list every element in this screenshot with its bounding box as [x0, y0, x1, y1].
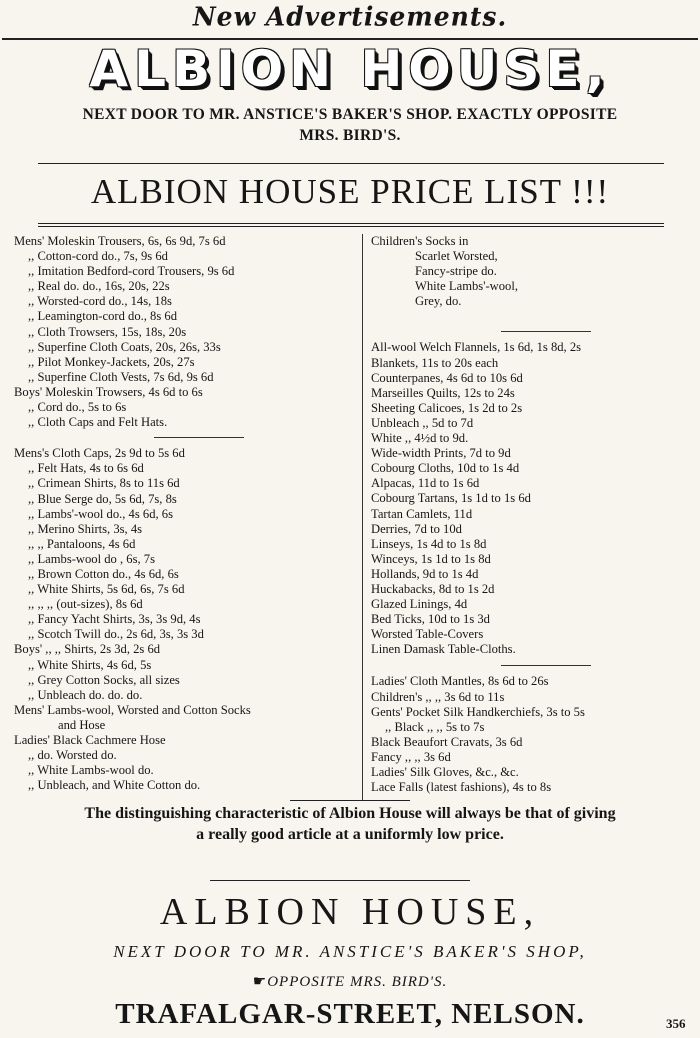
price-list-item: Children's Socks in [371, 234, 469, 248]
left-section-trousers [14, 234, 354, 430]
price-list-item: ,, Black ,, ,, 5s to 7s [385, 719, 485, 734]
price-list-item: ,, White Lambs-wool do. [28, 763, 154, 778]
price-list-item: ,, do. Worsted do. [28, 748, 117, 763]
price-list-item: Grey, do. [415, 294, 462, 309]
albion-house-banner: ALBION HOUSE, [89, 40, 611, 98]
price-list-item: ,, Cotton-cord do., 7s, 9s 6d [28, 249, 168, 264]
price-list-item: Hollands, 9d to 1s 4d [371, 566, 479, 581]
price-list-item: ,, Real do. do., 16s, 20s, 22s [28, 279, 170, 294]
price-list-item: and Hose [58, 717, 106, 732]
price-list-item: Worsted Table-Covers [371, 627, 484, 642]
masthead: New Advertisements. [192, 1, 508, 32]
price-list-item: ,, Merino Shirts, 3s, 4s [28, 521, 143, 536]
price-list-item: Boys' ,, ,, Shirts, 2s 3d, 2s 6d [14, 642, 161, 657]
price-list-item: ,, White Shirts, 4s 6d, 5s [28, 657, 152, 672]
price-list-item: ,, Blue Serge do, 5s 6d, 7s, 8s [28, 491, 177, 506]
right-section-socks [371, 234, 691, 309]
price-list-item: Wide-width Prints, 7d to 9d [371, 446, 511, 461]
address-line-2: MRS. BIRD'S. [299, 127, 401, 144]
tagline-line-1: The distinguishing characteristic of Albion House will always be that of giving [84, 805, 616, 822]
price-list-item: ,, Pilot Monkey-Jackets, 20s, 27s [28, 354, 195, 369]
price-list-item: ,, Cord do., 5s to 6s [28, 400, 127, 415]
price-list-item: ,, Superfine Cloth Vests, 7s 6d, 9s 6d [28, 369, 214, 384]
tagline [0, 803, 700, 845]
price-list-item: ,, Superfine Cloth Coats, 20s, 26s, 33s [28, 339, 221, 354]
price-list-item: ,, Worsted-cord do., 14s, 18s [28, 294, 172, 309]
right-section-mantles [371, 674, 691, 795]
price-list-item: Black Beaufort Cravats, 3s 6d [371, 734, 523, 749]
price-list-item: ,, Crimean Shirts, 8s to 11s 6d [28, 476, 180, 491]
price-list-item: ,, Leamington-cord do., 8s 6d [28, 309, 177, 324]
price-list-item: ,, ,, ,, (out-sizes), 8s 6d [28, 597, 143, 612]
price-list-item: Scarlet Worsted, [415, 249, 498, 264]
price-list-item: Ladies' Silk Gloves, &c., &c. [371, 765, 519, 779]
price-title-bottom-rule [38, 223, 664, 224]
price-list-item: Derries, 7d to 10d [371, 521, 462, 536]
left-section-caps-shirts [14, 446, 354, 793]
price-list-item: ,, Felt Hats, 4s to 6s 6d [28, 461, 144, 476]
price-list-item: Glazed Linings, 4d [371, 597, 468, 612]
price-list-item: Huckabacks, 8d to 1s 2d [371, 581, 495, 596]
right-section-rule-1 [501, 331, 591, 332]
price-list-item: Fancy ,, ,, 3s 6d [371, 749, 451, 764]
price-list-item: White ,, 4½d to 9d. [371, 431, 469, 446]
price-list-item: Unbleach ,, 5d to 7d [371, 415, 474, 430]
price-list-item: Linen Damask Table-Cloths. [371, 642, 516, 657]
right-column [371, 234, 691, 795]
price-list-item: ,, Lambs'-wool do., 4s 6d, 6s [28, 506, 173, 521]
price-list-item: Sheeting Calicoes, 1s 2d to 2s [371, 400, 523, 415]
price-list-item: Cobourg Tartans, 1s 1d to 1s 6d [371, 491, 531, 506]
price-list-item: Winceys, 1s 1d to 1s 8d [371, 551, 491, 566]
price-list-item: Mens' Moleskin Trousers, 6s, 6s 9d, 7s 6d [14, 234, 226, 248]
address-line-1: NEXT DOOR TO MR. ANSTICE'S BAKER'S SHOP. EXACTLY OPPOSITE [82, 106, 618, 123]
price-list-item: ,, Fancy Yacht Shirts, 3s, 3s 9d, 4s [28, 612, 201, 627]
price-list-item: Counterpanes, 4s 6d to 10s 6d [371, 370, 523, 385]
price-list-item: All-wool Welch Flannels, 1s 6d, 1s 8d, 2s [371, 340, 582, 355]
right-section-fabrics [371, 340, 691, 657]
price-list-item: ,, Lambs-wool do , 6s, 7s [28, 551, 155, 566]
right-section-rule-2 [501, 665, 591, 666]
price-list-item: ,, Imitation Bedford-cord Trousers, 9s 6d [28, 264, 235, 279]
price-list-item: Gents' Pocket Silk Handkerchiefs, 3s to 5s [371, 704, 585, 719]
price-list-item: Fancy-stripe do. [415, 264, 497, 279]
price-list-item: ,, Cloth Trowsers, 15s, 18s, 20s [28, 324, 187, 339]
price-list-item: Children's ,, ,, 3s 6d to 11s [371, 689, 505, 704]
left-column [14, 234, 354, 793]
price-list-item: Boys' Moleskin Trowsers, 4s 6d to 6s [14, 384, 203, 399]
price-list-item: ,, Grey Cotton Socks, all sizes [28, 672, 180, 687]
price-list-item: Ladies' Cloth Mantles, 8s 6d to 26s [371, 674, 549, 689]
footer-street: TRAFALGAR-STREET, NELSON. [115, 998, 585, 1030]
price-list-item: Linseys, 1s 4d to 1s 8d [371, 536, 487, 551]
price-list-item: Bed Ticks, 10d to 1s 3d [371, 612, 490, 627]
price-list-item: Tartan Camlets, 11d [371, 506, 473, 521]
tagline-top-rule [290, 800, 410, 801]
price-list-item: Ladies' Black Cachmere Hose [14, 733, 166, 747]
price-list-item: ,, Cloth Caps and Felt Hats. [28, 415, 168, 430]
tagline-line-2: a really good article at a uniformly low price. [196, 826, 504, 843]
price-list-item: White Lambs'-wool, [415, 279, 518, 294]
price-list-item: ,, Brown Cotton do., 4s 6d, 6s [28, 566, 179, 581]
price-list-item: Alpacas, 11d to 1s 6d [371, 476, 480, 491]
price-list-title: ALBION HOUSE PRICE LIST !!! [90, 172, 610, 211]
price-list-item: Mens's Cloth Caps, 2s 9d to 5s 6d [14, 446, 185, 461]
footer-opposite [0, 972, 700, 991]
price-list-item: Lace Falls (latest fashions), 4s to 8s [371, 780, 552, 795]
left-section-rule [154, 437, 244, 438]
footer-albion-house: ALBION HOUSE, [159, 891, 541, 933]
tagline-bottom-rule [210, 880, 470, 881]
price-list-item: Mens' Lambs-wool, Worsted and Cotton Socks [14, 702, 251, 717]
column-divider [362, 234, 363, 800]
price-title-bottom-rule-2 [38, 226, 664, 227]
price-list-item: ,, Unbleach, and White Cotton do. [28, 778, 201, 793]
price-list-item: Blankets, 11s to 20s each [371, 355, 499, 370]
address-block [0, 104, 700, 146]
price-list-item: ,, Unbleach do. do. do. [28, 687, 143, 702]
pointing-hand-icon: ☛ [252, 974, 268, 990]
price-title-top-rule [38, 163, 664, 164]
price-list-item: ,, ,, Pantaloons, 4s 6d [28, 536, 136, 551]
page-number: 356 [666, 1016, 686, 1031]
price-list-item: ,, Scotch Twill do., 2s 6d, 3s, 3s 3d [28, 627, 204, 642]
footer-next-door: NEXT DOOR TO MR. ANSTICE'S BAKER'S SHOP, [113, 942, 587, 961]
footer-opposite-text: OPPOSITE MRS. BIRD'S. [267, 974, 448, 990]
price-list-item: Marseilles Quilts, 12s to 24s [371, 385, 515, 400]
price-list-item: ,, White Shirts, 5s 6d, 6s, 7s 6d [28, 582, 185, 597]
price-list-item: Cobourg Cloths, 10d to 1s 4d [371, 461, 520, 476]
